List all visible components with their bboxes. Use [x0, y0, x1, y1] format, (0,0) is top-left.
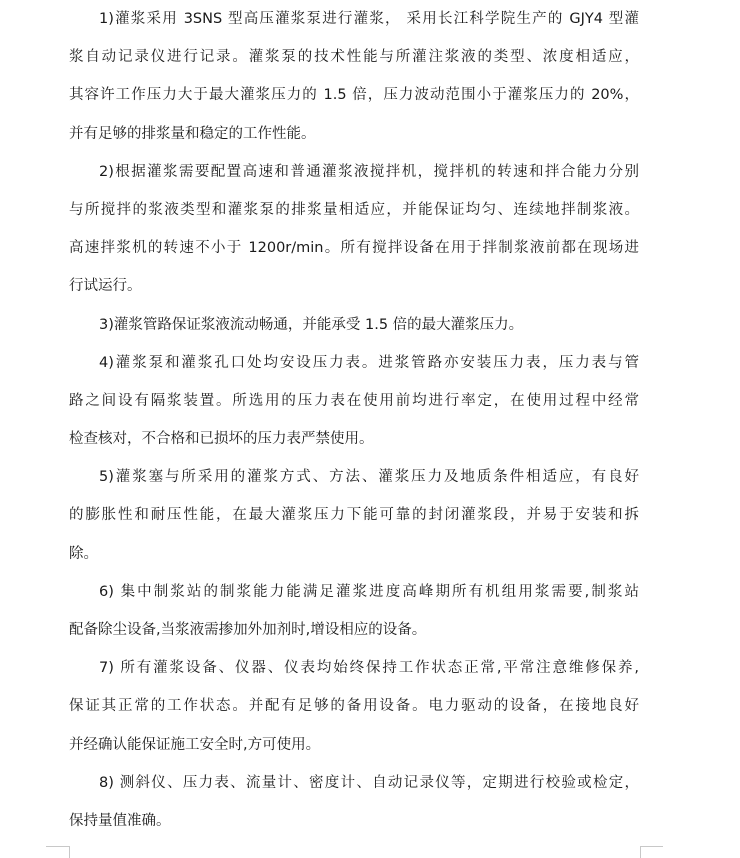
crop-mark-left	[69, 846, 70, 858]
paragraph-1	[69, 0, 639, 153]
crop-mark-left	[46, 846, 69, 847]
paragraph-line: 路之间设有隔浆装置。所选用的压力表在使用前均进行率定，在使用过程中经常	[69, 392, 639, 409]
paragraph-line: 3)灌浆管路保证浆液流动畅通，并能承受 1.5 倍的最大灌浆压力。	[99, 316, 524, 333]
paragraph-line: 并有足够的排浆量和稳定的工作性能。	[69, 125, 316, 142]
paragraph-line: 的膨胀性和耐压性能，在最大灌浆压力下能可靠的封闭灌浆段，并易于安装和拆	[69, 507, 639, 524]
paragraph-7	[69, 649, 639, 764]
paragraph-line: 6) 集中制浆站的制浆能力能满足灌浆进度高峰期所有机组用浆需要,制浆站	[99, 583, 639, 600]
document-body	[69, 0, 639, 840]
crop-mark-right	[640, 846, 663, 847]
paragraph-line: 除。	[69, 545, 98, 562]
paragraph-line: 并经确认能保证施工安全时,方可使用。	[69, 736, 321, 753]
paragraph-line: 7) 所有灌浆设备、仪器、仪表均始终保持工作状态正常,平常注意维修保养,	[99, 660, 639, 677]
paragraph-line: 保证其正常的工作状态。并配有足够的备用设备。电力驱动的设备，在接地良好	[69, 698, 639, 715]
paragraph-6	[69, 573, 639, 649]
paragraph-line: 其容许工作压力大于最大灌浆压力的 1.5 倍，压力波动范围小于灌浆压力的 20%，	[69, 87, 639, 104]
crop-mark-right	[640, 846, 641, 858]
paragraph-2	[69, 153, 639, 306]
paragraph-line: 8) 测斜仪、压力表、流量计、密度计、自动记录仪等，定期进行校验或检定，	[99, 774, 639, 791]
paragraph-line: 保持量值准确。	[69, 812, 171, 829]
paragraph-5	[69, 458, 639, 573]
paragraph-3	[69, 306, 639, 344]
paragraph-line: 4)灌浆泵和灌浆孔口处均安设压力表。进浆管路亦安装压力表，压力表与管	[99, 354, 639, 371]
paragraph-line: 检查核对，不合格和已损坏的压力表严禁使用。	[69, 431, 374, 448]
paragraph-line: 高速拌浆机的转速不小于 1200r/min。所有搅拌设备在用于拌制浆液前都在现场进	[69, 240, 639, 257]
paragraph-line: 行试运行。	[69, 278, 142, 295]
paragraph-line: 2)根据灌浆需要配置高速和普通灌浆液搅拌机，搅拌机的转速和拌合能力分别	[99, 163, 639, 180]
paragraph-4	[69, 344, 639, 459]
paragraph-line: 浆自动记录仪进行记录。灌浆泵的技术性能与所灌注浆液的类型、浓度相适应，	[69, 49, 639, 66]
paragraph-line: 5)灌浆塞与所采用的灌浆方式、方法、灌浆压力及地质条件相适应，有良好	[99, 469, 639, 486]
paragraph-8	[69, 764, 639, 840]
paragraph-line: 与所搅拌的浆液类型和灌浆泵的排浆量相适应，并能保证均匀、连续地拌制浆液。	[69, 201, 639, 218]
paragraph-line: 1)灌浆采用 3SNS 型高压灌浆泵进行灌浆， 采用长江科学院生产的 GJY4 型灌	[99, 11, 639, 27]
paragraph-line: 配备除尘设备,当浆液需掺加外加剂时,增设相应的设备。	[69, 622, 427, 638]
